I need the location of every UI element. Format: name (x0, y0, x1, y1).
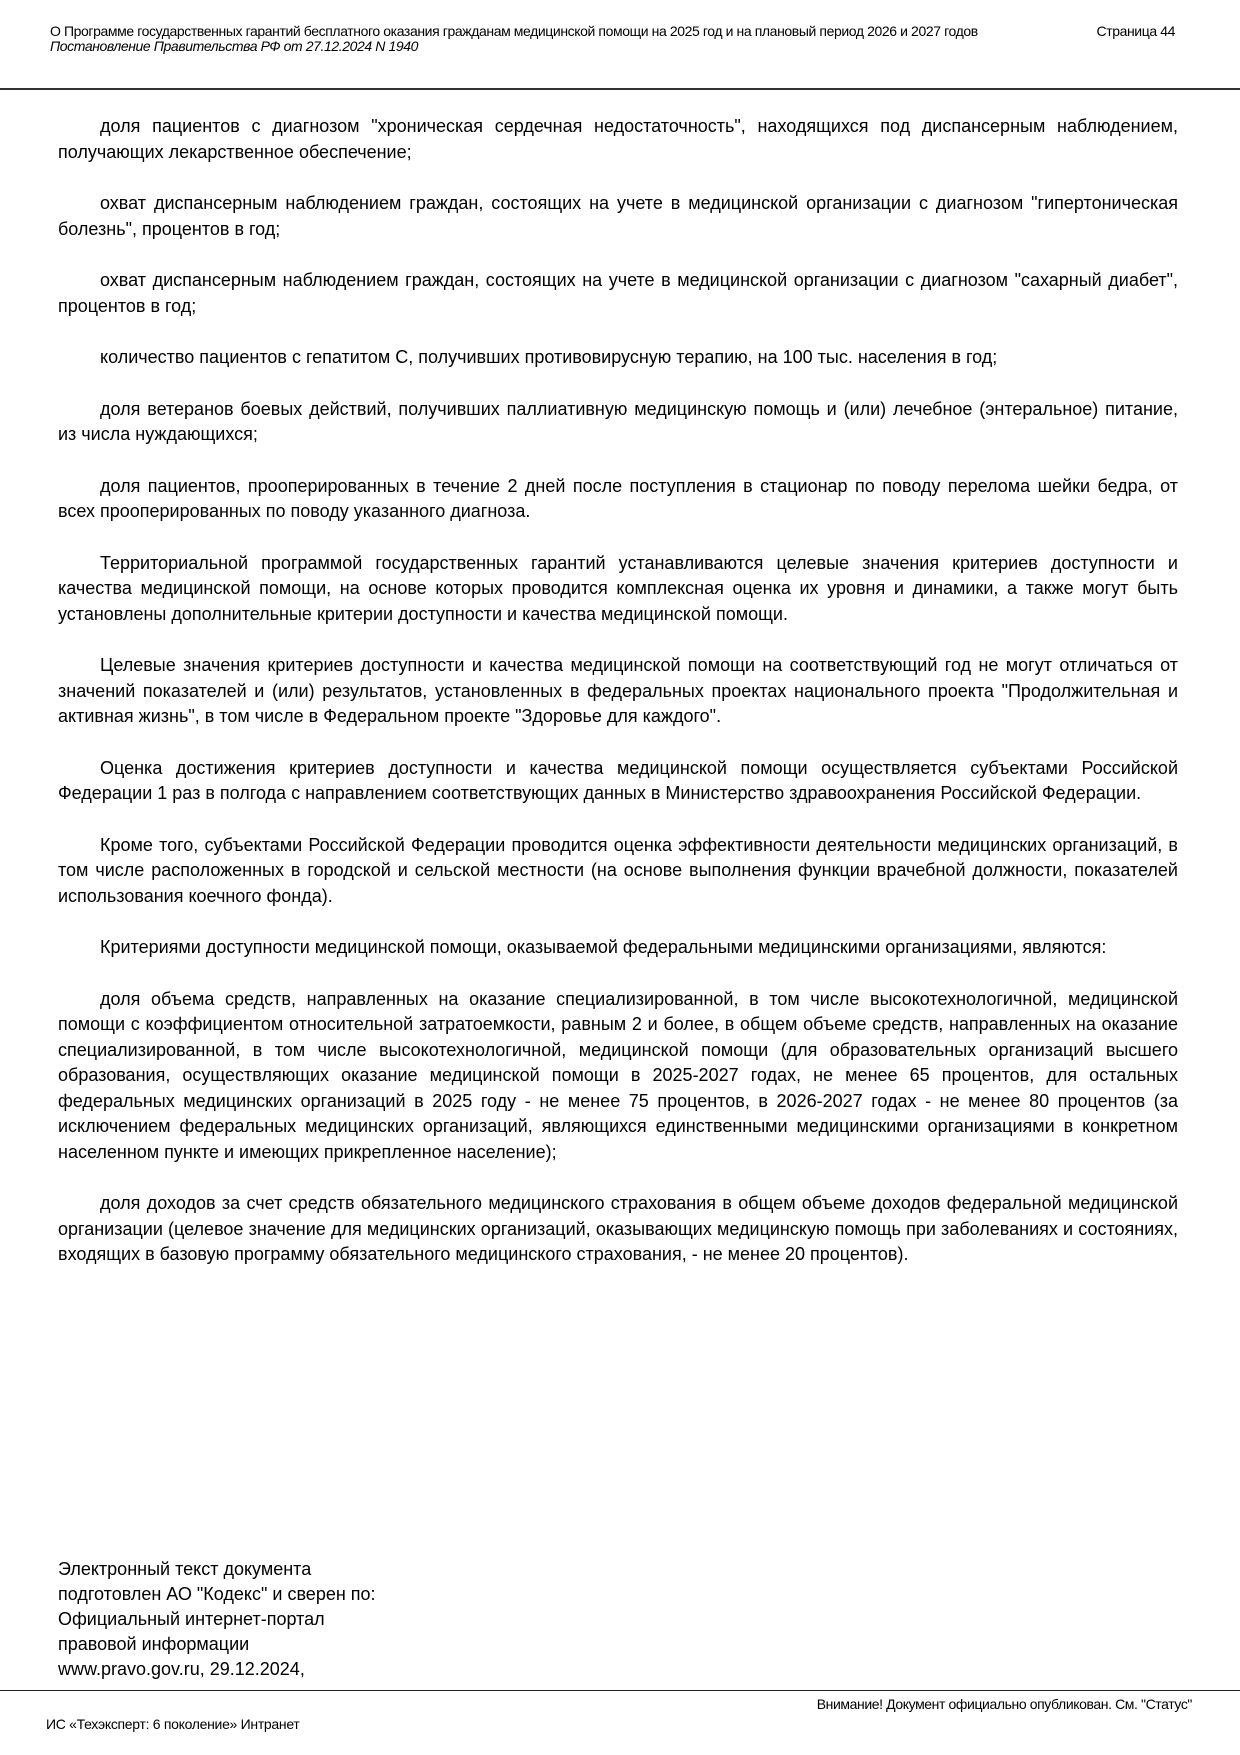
document-title: О Программе государственных гарантий бесплатного оказания гражданам медицинской помощи на 2025 год и на плановый период 2026 и 2027 годов (50, 23, 978, 39)
footer-divider (0, 1690, 1240, 1691)
paragraph: охват диспансерным наблюдением граждан, состоящих на учете в медицинской организации с диагнозом "гипертоническая болезнь", процентов в год; (58, 193, 1178, 239)
header-divider (0, 88, 1240, 90)
source-note (58, 1557, 376, 1682)
paragraph: доля пациентов, прооперированных в течение 2 дней после поступления в стационар по поводу перелома шейки бедра, от всех прооперированных по поводу указанного диагноза. (58, 475, 1178, 521)
paragraph: Критериями доступности медицинской помощи, оказываемой федеральными медицинскими организациями, являются: (100, 937, 1107, 957)
paragraph: Кроме того, субъектами Российской Федерации проводится оценка эффективности деятельности медицинских организаций, в том числе расположенных в городской и сельской местности (на основе выполнения функции врачебной должности, показателей использования коечного фонда). (58, 834, 1178, 906)
page-number: Страница 44 (1096, 23, 1175, 39)
status-notice: Внимание! Документ официально опубликован. См. "Статус" (816, 1696, 1192, 1712)
paragraph: доля пациентов с диагнозом "хроническая сердечная недостаточность", находящихся под диспансерным наблюдением, получающих лекарственное обеспечение; (58, 116, 1178, 162)
page-header (50, 24, 1175, 54)
source-note-line: Электронный текст документа (58, 1559, 312, 1579)
paragraph: Оценка достижения критериев доступности и качества медицинской помощи осуществляется субъектами Российской Федерации 1 раз в полгода с направлением соответствующих данных в Министерство здравоохранения Российской Федерации. (58, 757, 1178, 803)
source-note-line: Официальный интернет-портал (58, 1609, 325, 1629)
document-body (58, 114, 1178, 1294)
paragraph: охват диспансерным наблюдением граждан, состоящих на учете в медицинской организации с диагнозом "сахарный диабет", процентов в год; (58, 270, 1178, 316)
paragraph: Целевые значения критериев доступности и качества медицинской помощи на соответствующий год не могут отличаться от значений показателей и (или) результатов, установленных в федеральных проектах национального проекта "Продолжительная и активная жизнь", в том числе в Федеральном проекте "Здоровье для каждого". (58, 655, 1178, 726)
document-subtitle: Постановление Правительства РФ от 27.12.2024 N 1940 (50, 38, 419, 54)
source-note-line: подготовлен АО "Кодекс" и сверен по: (58, 1584, 376, 1604)
paragraph: доля объема средств, направленных на оказание специализированной, в том числе высокотехнологичной, медицинской помощи с коэффициентом относительной затратоемкости, равным 2 и более, в общем объеме средств, направленных на оказание специализированной, в том числе высокотехнологичной, медицинской помощи (для образовательных организаций высшего образования, осуществляющих оказание медицинской помощи в 2025-2027 годах, не менее 65 процентов, для остальных федеральных медицинских организаций в 2025 году - не менее 75 процентов, в 2026-2027 годах - не менее 80 процентов (за исключением федеральных медицинских организаций, являющихся единственными медицинскими организациями в конкретном населенном пункте и имеющих прикрепленное население); (58, 988, 1178, 1162)
paragraph: количество пациентов с гепатитом C, получивших противовирусную терапию, на 100 тыс. населения в год; (100, 347, 998, 367)
paragraph: доля ветеранов боевых действий, получивших паллиативную медицинскую помощь и (или) лечебное (энтеральное) питание, из числа нуждающихся; (58, 398, 1178, 444)
source-note-line: www.pravo.gov.ru, 29.12.2024, (58, 1659, 305, 1679)
paragraph: Территориальной программой государственных гарантий устанавливаются целевые значения критериев доступности и качества медицинской помощи, на основе которых проводится комплексная оценка их уровня и динамики, а также могут быть установлены дополнительные критерии доступности и качества медицинской помощи. (58, 552, 1178, 624)
source-note-line: правовой информации (58, 1634, 250, 1654)
paragraph: доля доходов за счет средств обязательного медицинского страхования в общем объеме доходов федеральной медицинской организации (целевое значение для медицинских организаций, оказывающих медицинскую помощь при заболеваниях и состояниях, входящих в базовую программу обязательного медицинского страхования, - не менее 20 процентов). (58, 1193, 1178, 1264)
system-label: ИС «Техэксперт: 6 поколение» Интранет (46, 1716, 300, 1732)
